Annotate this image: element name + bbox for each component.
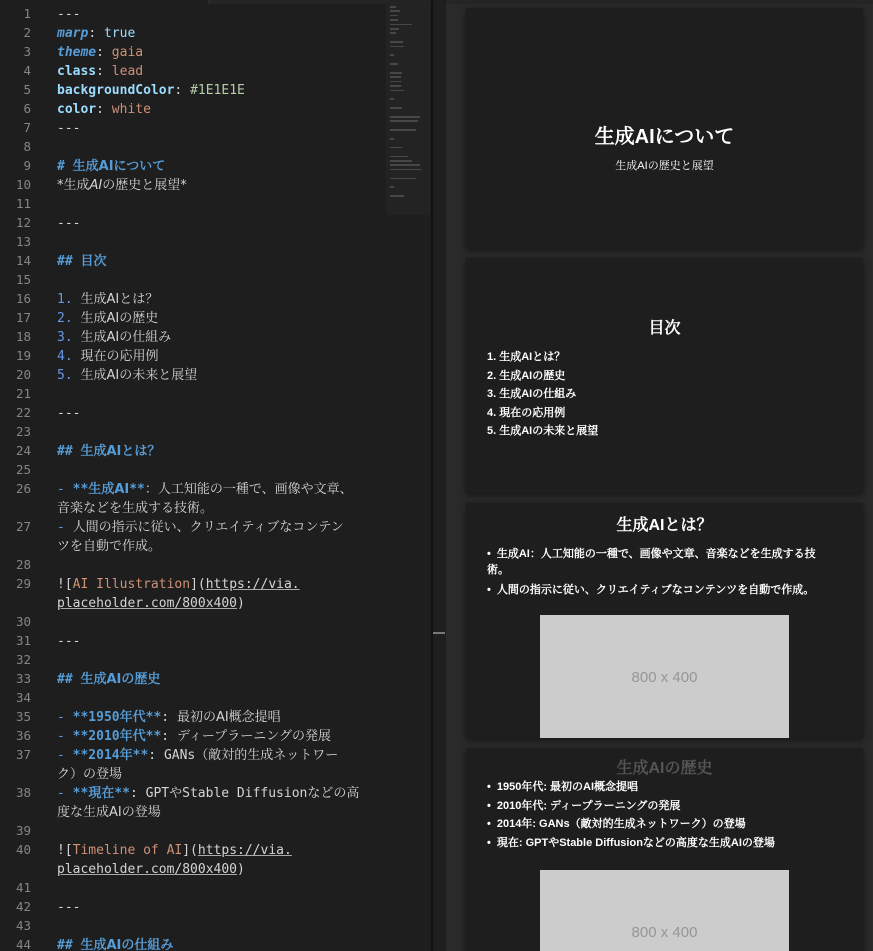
code-text: ## 生成AIの歴史 (57, 672, 161, 687)
line-number: 6 (23, 101, 31, 116)
code-text: theme: gaia (57, 45, 144, 60)
line-number: 18 (15, 329, 31, 344)
line-number: 9 (23, 158, 31, 173)
minimap-line (390, 164, 420, 166)
line-number: 15 (15, 272, 31, 287)
toc-list (487, 348, 598, 441)
line-number: 5 (23, 82, 31, 97)
line-number: 33 (15, 671, 31, 686)
line-number: 35 (15, 709, 31, 724)
minimap-line (390, 28, 399, 30)
minimap-line (390, 195, 404, 197)
line-number: 12 (15, 215, 31, 230)
slide3-bullet: • 人間の指示に従い、クリエイティブなコンテンツを自動で作成。 (487, 582, 832, 598)
markdown-editor[interactable] (0, 0, 433, 951)
minimap-line (390, 160, 412, 162)
code-text: ## 目次 (57, 254, 107, 269)
minimap-line (390, 120, 418, 122)
code-text: - **2010年代**: ディープラーニングの発展 (57, 729, 332, 744)
toc-item: 5. 生成AIの未来と展望 (487, 425, 599, 437)
editor-tab-strip (0, 0, 433, 4)
slide3-heading: 生成AIとは？ (616, 517, 713, 534)
code-text: backgroundColor: #1E1E1E (57, 83, 245, 98)
slide-subtitle: 生成AIの歴史と展望 (615, 160, 714, 172)
line-number: 7 (23, 120, 31, 135)
code-text: 4. 現在の応用例 (57, 349, 159, 364)
code-text: color: white (57, 102, 151, 117)
slide-toc (466, 258, 863, 493)
slide-what-is-genai (466, 503, 863, 738)
minimap-line (390, 24, 412, 26)
line-number: 1 (23, 6, 31, 21)
minimap-line (390, 178, 416, 180)
toc-item: 3. 生成AIの仕組み (487, 388, 577, 400)
minimap-line (390, 19, 398, 21)
toc-item: 4. 現在の応用例 (487, 406, 566, 419)
line-number: 10 (15, 177, 31, 192)
slide3-bullet: • 生成AI：人工知能の一種で、画像や文章、音楽などを生成する技術。 (487, 546, 832, 578)
slide-history (466, 748, 863, 951)
code-text: --- (57, 216, 81, 231)
minimap-line (390, 116, 420, 118)
code-text: *生成AIの歴史と展望* (57, 178, 187, 193)
minimap-line (390, 138, 394, 140)
slide4-bullet: • 1950年代: 最初のAI概念提唱 (487, 778, 857, 797)
line-number: 14 (15, 253, 31, 268)
line-number: 22 (15, 405, 31, 420)
slide4-bullet: • 2014年: GANs（敵対的生成ネットワーク）の登場 (487, 815, 857, 834)
code-text: - **生成AI**：人工知能の一種で、画像や文章、 音楽などを生成する技術。 (57, 482, 353, 516)
minimap-line (390, 63, 398, 65)
code-text: class: lead (57, 64, 144, 79)
minimap-line (390, 41, 403, 43)
line-number: 3 (23, 44, 31, 59)
minimap-line (390, 147, 402, 149)
slide4-bullet: • 2010年代: ディープラーニングの発展 (487, 797, 857, 816)
slide3-bullets (487, 546, 832, 598)
line-number: 30 (15, 614, 31, 629)
placeholder-label: 800 x 400 (631, 924, 698, 941)
minimap-line (390, 15, 398, 17)
minimap-line (390, 72, 402, 74)
toc-item: 1. 生成AIとは？ (487, 351, 566, 363)
code-text: - 人間の指示に従い、クリエイティブなコンテン ツを自動で作成。 (57, 520, 344, 554)
minimap-line (390, 81, 402, 83)
line-number: 44 (15, 937, 31, 951)
minimap-line (390, 32, 396, 34)
code-text: 2. 生成AIの歴史 (57, 311, 159, 326)
line-number: 16 (15, 291, 31, 306)
minimap-line (390, 46, 404, 48)
editor-scroll-handle[interactable] (433, 632, 445, 634)
line-number: 34 (15, 690, 31, 705)
line-number: 23 (15, 424, 31, 439)
line-number: 21 (15, 386, 31, 401)
code-text: - **現在**: GPTやStable Diffusionなどの高 度な生成AIの登場 (57, 786, 360, 820)
line-number: 4 (23, 63, 31, 78)
code-text: ## 生成AIの仕組み (57, 938, 174, 951)
slide-title (466, 8, 863, 248)
slide4-bullets (487, 778, 857, 852)
line-number: 32 (15, 652, 31, 667)
minimap-line (390, 169, 422, 171)
minimap-line (390, 98, 394, 100)
minimap-line (390, 107, 402, 109)
pane-splitter[interactable] (431, 0, 433, 951)
line-number: 24 (15, 443, 31, 458)
minimap-line (390, 76, 401, 78)
code-text: --- (57, 406, 81, 421)
minimap-line (390, 85, 401, 87)
ai-illustration-placeholder (540, 615, 789, 738)
slide-title-heading: 生成AIについて (594, 126, 735, 148)
code-text: - **1950年代**: 最初のAI概念提唱 (57, 710, 281, 725)
line-number: 27 (15, 519, 31, 534)
minimap-line (390, 129, 416, 131)
line-number: 8 (23, 139, 31, 154)
minimap-line (390, 90, 404, 92)
line-number: 39 (15, 823, 31, 838)
code-text: marp: true (57, 26, 136, 41)
line-number: 20 (15, 367, 31, 382)
line-number: 28 (15, 557, 31, 572)
code-text: 5. 生成AIの未来と展望 (57, 368, 198, 383)
minimap-line (390, 6, 396, 8)
toc-heading: 目次 (648, 320, 681, 337)
line-number: 13 (15, 234, 31, 249)
code-text: --- (57, 7, 81, 22)
code-text: - **2014年**: GANs（敵対的生成ネットワー ク）の登場 (57, 748, 339, 782)
placeholder-label: 800 x 400 (631, 669, 698, 686)
line-number: 37 (15, 747, 31, 762)
code-text: ![Timeline of AI](https://via. placeholder.com/800x400) (57, 843, 292, 877)
code-text: 3. 生成AIの仕組み (57, 330, 172, 345)
line-number: 38 (15, 785, 31, 800)
slide4-bullet: • 現在: GPTやStable Diffusionなどの高度な生成AIの登場 (487, 834, 857, 853)
line-number: 42 (15, 899, 31, 914)
line-number: 40 (15, 842, 31, 857)
line-number: 2 (23, 25, 31, 40)
line-number: 36 (15, 728, 31, 743)
code-text: --- (57, 900, 81, 915)
slide4-heading: 生成AIの歴史 (616, 760, 713, 777)
code-text: ![AI Illustration](https://via. placeholder.com/800x400) (57, 577, 300, 611)
code-text: 1. 生成AIとは？ (57, 292, 159, 307)
slide-preview[interactable] (446, 0, 873, 951)
preview-tab-strip (446, 0, 873, 4)
line-number: 19 (15, 348, 31, 363)
line-number: 26 (15, 481, 31, 496)
code-text: --- (57, 121, 81, 136)
timeline-placeholder (540, 870, 789, 951)
line-number: 17 (15, 310, 31, 325)
minimap-line (390, 186, 394, 188)
line-number: 41 (15, 880, 31, 895)
line-number: 31 (15, 633, 31, 648)
minimap-line (390, 156, 408, 158)
line-number: 29 (15, 576, 31, 591)
line-number: 11 (15, 196, 31, 211)
code-text: ## 生成AIとは？ (57, 444, 161, 459)
minimap-line (390, 54, 394, 56)
toc-item: 2. 生成AIの歴史 (487, 369, 566, 382)
code-text: # 生成AIについて (57, 159, 166, 174)
code-text: --- (57, 634, 81, 649)
minimap-line (390, 10, 400, 12)
line-number: 43 (15, 918, 31, 933)
line-number: 25 (15, 462, 31, 477)
